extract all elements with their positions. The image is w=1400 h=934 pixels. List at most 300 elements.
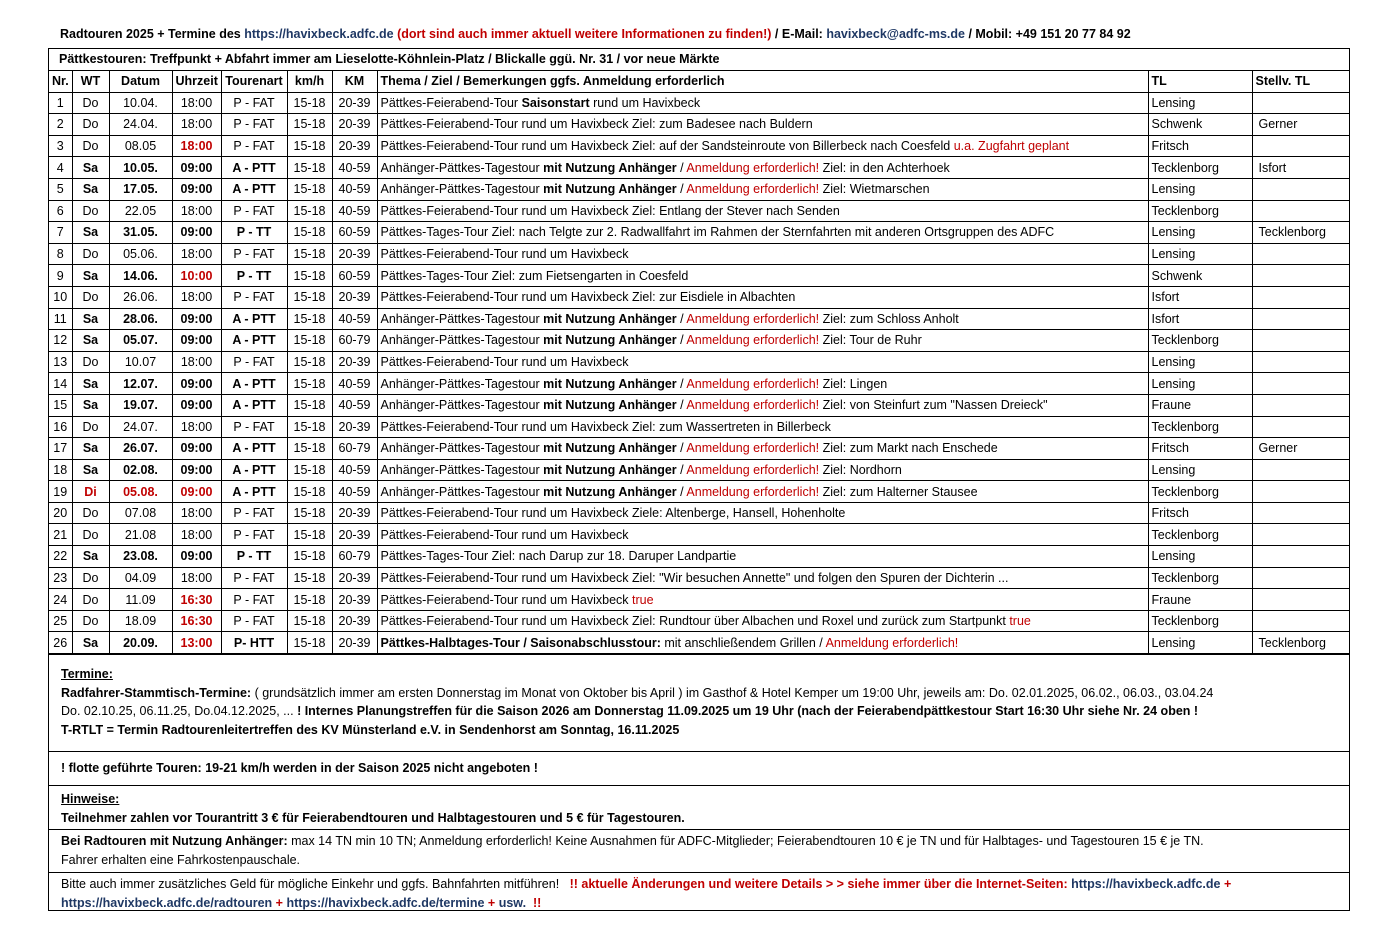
col-header-km: KM (332, 71, 377, 92)
cell-uhrzeit: 09:00 (172, 178, 221, 200)
cell-nr: 7 (49, 222, 72, 244)
cell-tl: Lensing (1148, 546, 1252, 568)
cell-km: 60-79 (332, 330, 377, 352)
cell-kmh: 15-18 (287, 502, 332, 524)
cell-tourenart: A - PTT (221, 459, 287, 481)
trailer-section (49, 829, 1349, 872)
cell-tourenart: A - PTT (221, 157, 287, 179)
cell-tl: Fritsch (1148, 135, 1252, 157)
cell-km: 20-39 (332, 524, 377, 546)
cell-stellv: Gerner (1252, 114, 1349, 136)
header-mobile: / Mobil: +49 151 20 77 84 92 (968, 27, 1131, 41)
cell-tourenart: P - FAT (221, 610, 287, 632)
cell-tl: Fritsch (1148, 502, 1252, 524)
cell-tl: Lensing (1148, 373, 1252, 395)
cell-km: 20-39 (332, 416, 377, 438)
cell-stellv (1252, 373, 1349, 395)
cell-uhrzeit: 18:00 (172, 92, 221, 114)
cell-wt: Sa (72, 459, 109, 481)
stammtisch-label: Radfahrer-Stammtisch-Termine: (61, 685, 252, 700)
table-row (49, 243, 1349, 265)
cell-datum: 05.08. (109, 481, 172, 503)
table-row (49, 459, 1349, 481)
header-title: Radtouren 2025 + Termine des (60, 27, 241, 41)
header-url-link[interactable]: https://havixbeck.adfc.de (244, 27, 394, 41)
cell-tourenart: P - FAT (221, 351, 287, 373)
thema-text: Pättkes-Halbtages-Tour / Saisonabschlusstour: (380, 635, 661, 650)
cell-datum: 17.05. (109, 178, 172, 200)
cell-thema (377, 610, 1148, 632)
cell-thema (377, 135, 1148, 157)
cell-tl: Tecklenborg (1148, 416, 1252, 438)
cell-stellv (1252, 524, 1349, 546)
cell-uhrzeit: 18:00 (172, 200, 221, 222)
cell-kmh: 15-18 (287, 481, 332, 503)
cell-uhrzeit: 09:00 (172, 481, 221, 503)
cell-km: 60-79 (332, 438, 377, 460)
thema-text: Anhänger-Pättkes-Tagestour (380, 333, 540, 348)
cell-tl: Lensing (1148, 92, 1252, 114)
header-email-label: / E-Mail: (774, 27, 823, 41)
cell-stellv: Gerner (1252, 438, 1349, 460)
table-row (49, 135, 1349, 157)
table-row (49, 524, 1349, 546)
cell-uhrzeit: 18:00 (172, 567, 221, 589)
thema-text: Anhänger-Pättkes-Tagestour (380, 462, 540, 477)
cell-datum: 26.07. (109, 438, 172, 460)
thema-text: Pättkes-Tages-Tour Ziel: zum Fietsengarten in Coesfeld (380, 268, 689, 283)
cell-stellv (1252, 502, 1349, 524)
train-note: true (1009, 614, 1031, 629)
cell-tl: Fritsch (1148, 438, 1252, 460)
thema-text: Pättkes-Feierabend-Tour rund um Havixbeck (380, 355, 629, 370)
cell-tourenart: P- HTT (221, 632, 287, 654)
cell-nr: 25 (49, 610, 72, 632)
cell-km: 40-59 (332, 308, 377, 330)
cell-datum: 10.07 (109, 351, 172, 373)
table-row (49, 589, 1349, 611)
registration-required-label: Anmeldung erforderlich! (686, 160, 820, 175)
cell-kmh: 15-18 (287, 330, 332, 352)
cell-datum: 05.06. (109, 243, 172, 265)
cell-tl: Tecklenborg (1148, 200, 1252, 222)
thema-text: Pättkes-Feierabend-Tour rund um Havixbeck (380, 290, 629, 305)
col-header-nr: Nr. (49, 71, 72, 92)
thema-text: mit anschließendem Grillen / (660, 635, 823, 650)
cell-tl: Lensing (1148, 243, 1252, 265)
cell-thema: Anhänger-Pättkes-Tagestour mit Nutzung Anhänger / Anmeldung erforderlich! Ziel: Nordhorn (377, 459, 1148, 481)
cell-tl: Isfort (1148, 308, 1252, 330)
cell-tl: Isfort (1148, 286, 1252, 308)
table-row (49, 308, 1349, 330)
cell-stellv (1252, 351, 1349, 373)
hinweise-title: Hinweise: (61, 792, 120, 807)
cell-uhrzeit: 09:00 (172, 438, 221, 460)
registration-required-label: Anmeldung erforderlich! (686, 311, 820, 326)
cell-uhrzeit: 18:00 (172, 114, 221, 136)
trailer-usage-label: mit Nutzung Anhänger (543, 398, 677, 413)
cell-wt: Sa (72, 394, 109, 416)
plus-sign: + (275, 895, 283, 910)
cell-tl: Fraune (1148, 589, 1252, 611)
thema-text: Ziel: "Wir besuchen Annette" und folgen den Spuren der Dichterin ... (628, 570, 1009, 585)
cell-nr: 3 (49, 135, 72, 157)
flotte-note: ! flotte geführte Touren: 19-21 km/h werden in der Saison 2025 nicht angeboten ! (49, 751, 1349, 785)
thema-text: Anhänger-Pättkes-Tagestour (380, 484, 540, 499)
cell-thema: Anhänger-Pättkes-Tagestour mit Nutzung Anhänger / Anmeldung erforderlich! Ziel: von Steinfurt zum "Nassen Dreieck" (377, 394, 1148, 416)
cell-nr: 11 (49, 308, 72, 330)
cell-kmh: 15-18 (287, 373, 332, 395)
plus-sign: + (487, 895, 496, 910)
cell-tourenart: P - TT (221, 222, 287, 244)
thema-text: Anhänger-Pättkes-Tagestour (380, 376, 540, 391)
cell-kmh: 15-18 (287, 92, 332, 114)
trailer-line-2: Fahrer erhalten eine Fahrkostenpauschale. (61, 852, 301, 867)
cell-tourenart: P - FAT (221, 243, 287, 265)
registration-required-label: Anmeldung erforderlich! (686, 376, 820, 391)
registration-required-label: Anmeldung erforderlich! (686, 462, 820, 477)
cell-stellv (1252, 135, 1349, 157)
thema-text: Pättkes-Feierabend-Tour rund um Havixbeck (380, 247, 629, 262)
cell-km: 20-39 (332, 632, 377, 654)
cell-nr: 26 (49, 632, 72, 654)
cell-wt: Sa (72, 308, 109, 330)
thema-text: Ziel: zum Wassertreten in Billerbeck (628, 419, 831, 434)
table-row (49, 632, 1349, 654)
table-row (49, 265, 1349, 287)
thema-text: Ziel: Nordhorn (822, 462, 902, 477)
cell-km: 40-59 (332, 200, 377, 222)
cell-kmh: 15-18 (287, 589, 332, 611)
cell-uhrzeit: 09:00 (172, 222, 221, 244)
cell-km: 20-39 (332, 610, 377, 632)
cell-uhrzeit: 16:30 (172, 589, 221, 611)
hinweise-section (49, 785, 1349, 829)
cell-thema: Anhänger-Pättkes-Tagestour mit Nutzung Anhänger / Anmeldung erforderlich! Ziel: in den Achterhoek (377, 157, 1148, 179)
cell-wt: Do (72, 92, 109, 114)
cell-tl: Lensing (1148, 459, 1252, 481)
cell-stellv (1252, 265, 1349, 287)
thema-text: Ziel: in den Achterhoek (822, 160, 950, 175)
registration-required-label: Anmeldung erforderlich! (686, 333, 820, 348)
cell-km: 20-39 (332, 567, 377, 589)
cell-kmh: 15-18 (287, 286, 332, 308)
cell-datum: 24.07. (109, 416, 172, 438)
thema-text: Pättkes-Feierabend-Tour rund um Havixbeck (380, 527, 629, 542)
links-line-2 (61, 894, 1337, 913)
cell-kmh: 15-18 (287, 114, 332, 136)
cell-kmh: 15-18 (287, 632, 332, 654)
cell-km: 20-39 (332, 286, 377, 308)
cell-km: 20-39 (332, 589, 377, 611)
header-note: (dort sind auch immer aktuell weitere Informationen zu finden!) (397, 27, 772, 41)
cell-tourenart: A - PTT (221, 373, 287, 395)
thema-text: Ziel: Entlang der Stever nach Senden (628, 203, 840, 218)
website-link[interactable]: https://havixbeck.adfc.de (1071, 877, 1221, 892)
cell-stellv: Tecklenborg (1252, 632, 1349, 654)
cell-datum: 21.08 (109, 524, 172, 546)
cell-km: 20-39 (332, 92, 377, 114)
cell-uhrzeit: 18:00 (172, 524, 221, 546)
col-header-uhrzeit: Uhrzeit (172, 71, 221, 92)
cell-km: 60-79 (332, 546, 377, 568)
table-row (49, 178, 1349, 200)
cell-tl: Tecklenborg (1148, 567, 1252, 589)
cell-wt: Sa (72, 178, 109, 200)
cell-datum: 10.05. (109, 157, 172, 179)
cell-uhrzeit: 13:00 (172, 632, 221, 654)
links-section (49, 872, 1349, 915)
cell-thema: Anhänger-Pättkes-Tagestour mit Nutzung Anhänger / Anmeldung erforderlich! Ziel: Tour de Ruhr (377, 330, 1148, 352)
cell-wt: Do (72, 610, 109, 632)
thema-text: Pättkes-Feierabend-Tour rund um Havixbeck (380, 203, 629, 218)
cell-datum: 22.05 (109, 200, 172, 222)
cell-datum: 19.07. (109, 394, 172, 416)
cell-thema (377, 286, 1148, 308)
planning-meeting-note: ! Internes Planungstreffen für die Saison 2026 am Donnerstag 11.09.2025 um 19 Uhr (nach der Feierabendpättkestour Start 16:30 Uhr siehe Nr. 24 oben ! (293, 704, 1199, 719)
cell-uhrzeit: 09:00 (172, 546, 221, 568)
cell-stellv (1252, 200, 1349, 222)
cell-tourenart: P - FAT (221, 567, 287, 589)
cell-thema (377, 416, 1148, 438)
col-header-tl: TL (1148, 71, 1252, 92)
thema-text: Anhänger-Pättkes-Tagestour (380, 182, 540, 197)
trailer-usage-label: mit Nutzung Anhänger (543, 441, 677, 456)
cell-datum: 05.07. (109, 330, 172, 352)
cell-wt: Do (72, 200, 109, 222)
cell-kmh: 15-18 (287, 394, 332, 416)
cell-thema (377, 243, 1148, 265)
col-header-thema: Thema / Ziel / Bemerkungen ggfs. Anmeldung erforderlich (377, 71, 1148, 92)
thema-text: Ziel: zum Markt nach Enschede (822, 441, 998, 456)
table-row (49, 502, 1349, 524)
cell-nr: 22 (49, 546, 72, 568)
cell-datum: 26.06. (109, 286, 172, 308)
cell-tourenart: A - PTT (221, 178, 287, 200)
table-row (49, 481, 1349, 503)
thema-text: Pättkes-Feierabend-Tour rund um Havixbeck (380, 614, 629, 629)
cell-kmh: 15-18 (287, 135, 332, 157)
thema-text: Ziel: von Steinfurt zum "Nassen Dreieck" (822, 398, 1048, 413)
cell-tl: Schwenk (1148, 114, 1252, 136)
thema-text: Pättkes-Feierabend-Tour rund um Havixbeck (380, 117, 629, 132)
thema-text: Ziel: zum Schloss Anholt (822, 311, 959, 326)
cell-datum: 31.05. (109, 222, 172, 244)
cell-datum: 07.08 (109, 502, 172, 524)
thema-text: Ziel: zum Badesee nach Buldern (628, 117, 813, 132)
cell-wt: Di (72, 481, 109, 503)
cell-tl: Tecklenborg (1148, 524, 1252, 546)
thema-text: Anhänger-Pättkes-Tagestour (380, 398, 540, 413)
cell-stellv (1252, 459, 1349, 481)
cell-tourenart: P - FAT (221, 135, 287, 157)
cell-tourenart: A - PTT (221, 308, 287, 330)
thema-text: Pättkes-Feierabend-Tour rund um Havixbeck (380, 419, 629, 434)
money-note: Bitte auch immer zusätzliches Geld für mögliche Einkehr und ggfs. Bahnfahrten mitführen! (61, 877, 560, 892)
cell-uhrzeit: 18:00 (172, 286, 221, 308)
cell-tourenart: P - FAT (221, 416, 287, 438)
cell-wt: Sa (72, 157, 109, 179)
termine-section (49, 654, 1349, 751)
thema-text: Ziel: zum Halterner Stausee (822, 484, 978, 499)
cell-km: 20-39 (332, 243, 377, 265)
cell-thema: Anhänger-Pättkes-Tagestour mit Nutzung Anhänger / Anmeldung erforderlich! Ziel: Lingen (377, 373, 1148, 395)
cell-km: 40-59 (332, 394, 377, 416)
termine-link[interactable]: https://havixbeck.adfc.de/termine (286, 895, 485, 910)
cell-nr: 4 (49, 157, 72, 179)
col-header-datum: Datum (109, 71, 172, 92)
table-row (49, 546, 1349, 568)
cell-datum: 24.04. (109, 114, 172, 136)
schedule-box (48, 48, 1350, 911)
table-row (49, 92, 1349, 114)
cell-nr: 15 (49, 394, 72, 416)
cell-wt: Do (72, 524, 109, 546)
cell-thema (377, 589, 1148, 611)
cell-tourenart: A - PTT (221, 481, 287, 503)
col-header-kmh: km/h (287, 71, 332, 92)
cell-wt: Sa (72, 546, 109, 568)
trailer-usage-label: mit Nutzung Anhänger (543, 376, 677, 391)
cell-km: 40-59 (332, 481, 377, 503)
cell-uhrzeit: 16:30 (172, 610, 221, 632)
thema-text: Anhänger-Pättkes-Tagestour (380, 160, 540, 175)
cell-tourenart: P - TT (221, 265, 287, 287)
cell-nr: 5 (49, 178, 72, 200)
cell-datum: 18.09 (109, 610, 172, 632)
fee-note: Teilnehmer zahlen vor Tourantritt 3 € für Feierabendtouren und Halbtagestouren und 5 € für Tagestouren. (61, 810, 685, 825)
cell-wt: Sa (72, 632, 109, 654)
col-header-tourenart: Tourenart (221, 71, 287, 92)
cell-nr: 1 (49, 92, 72, 114)
table-row (49, 200, 1349, 222)
cell-nr: 23 (49, 567, 72, 589)
radtouren-link[interactable]: https://havixbeck.adfc.de/radtouren (61, 895, 273, 910)
cell-stellv (1252, 567, 1349, 589)
cell-stellv (1252, 416, 1349, 438)
cell-kmh: 15-18 (287, 438, 332, 460)
table-row (49, 114, 1349, 136)
cell-stellv (1252, 178, 1349, 200)
cell-nr: 24 (49, 589, 72, 611)
cell-wt: Do (72, 502, 109, 524)
meeting-point-subheader: Pättkestouren: Treffpunkt + Abfahrt immer am Lieselotte-Köhnlein-Platz / Blickalle ggü. Nr. 31 / vor neue Märkte (49, 49, 1349, 71)
trailer-usage-label: mit Nutzung Anhänger (543, 311, 677, 326)
cell-km: 60-59 (332, 265, 377, 287)
cell-stellv (1252, 610, 1349, 632)
termine-title: Termine: (61, 667, 113, 682)
cell-uhrzeit: 09:00 (172, 330, 221, 352)
cell-tourenart: P - FAT (221, 589, 287, 611)
cell-nr: 14 (49, 373, 72, 395)
cell-kmh: 15-18 (287, 265, 332, 287)
thema-text: Ziel: Rundtour über Albachen und Roxel und zurück zum Startpunkt (628, 614, 1006, 629)
cell-nr: 9 (49, 265, 72, 287)
cell-uhrzeit: 09:00 (172, 394, 221, 416)
thema-text: Ziel: Wietmarschen (822, 182, 930, 197)
cell-thema (377, 502, 1148, 524)
table-row (49, 330, 1349, 352)
trailer-usage-label: mit Nutzung Anhänger (543, 484, 677, 499)
trailer-line-1 (61, 832, 1337, 851)
stammtisch-line (61, 684, 1337, 703)
tour-table-body (49, 92, 1349, 653)
cell-wt: Do (72, 286, 109, 308)
cell-tl: Tecklenborg (1148, 330, 1252, 352)
cell-datum: 02.08. (109, 459, 172, 481)
cell-wt: Do (72, 589, 109, 611)
thema-text: Ziel: Tour de Ruhr (822, 333, 922, 348)
cell-datum: 10.04. (109, 92, 172, 114)
trailer-text: max 14 TN min 10 TN; Anmeldung erforderlich! Keine Ausnahmen für ADFC-Mitglieder; Feierabendtouren 10 € je TN und für Halbtages- und Tagestouren 15 € je TN. (287, 834, 1204, 849)
thema-text: rund um Havixbeck (589, 95, 701, 110)
header-email-link[interactable]: havixbeck@adfc-ms.de (826, 27, 965, 41)
cell-uhrzeit: 18:00 (172, 351, 221, 373)
cell-kmh: 15-18 (287, 351, 332, 373)
cell-tourenart: A - PTT (221, 438, 287, 460)
exclamation: !! (533, 895, 542, 910)
cell-tourenart: A - PTT (221, 394, 287, 416)
cell-datum: 04.09 (109, 567, 172, 589)
rtlt-line: T-RTLT = Termin Radtourenleitertreffen des KV Münsterland e.V. in Sendenhorst am Sonntag, 16.11.2025 (61, 722, 680, 737)
cell-tl: Tecklenborg (1148, 157, 1252, 179)
cell-tl: Lensing (1148, 178, 1252, 200)
cell-nr: 8 (49, 243, 72, 265)
registration-required-label: Anmeldung erforderlich! (686, 441, 820, 456)
trailer-label: Bei Radtouren mit Nutzung Anhänger: (61, 834, 288, 849)
cell-uhrzeit: 09:00 (172, 157, 221, 179)
thema-text: Pättkes-Feierabend-Tour rund um Havixbeck (380, 139, 629, 154)
table-row (49, 222, 1349, 244)
cell-wt: Sa (72, 330, 109, 352)
cell-thema: Anhänger-Pättkes-Tagestour mit Nutzung Anhänger / Anmeldung erforderlich! Ziel: zum Markt nach Enschede (377, 438, 1148, 460)
cell-kmh: 15-18 (287, 524, 332, 546)
cell-tourenart: P - FAT (221, 286, 287, 308)
table-row (49, 416, 1349, 438)
cell-datum: 14.06. (109, 265, 172, 287)
cell-tl: Tecklenborg (1148, 481, 1252, 503)
cell-stellv (1252, 589, 1349, 611)
cell-nr: 17 (49, 438, 72, 460)
cell-uhrzeit: 09:00 (172, 459, 221, 481)
termine-line-2 (61, 702, 1337, 721)
thema-text: Pättkes-Tages-Tour Ziel: nach Darup zur 18. Daruper Landpartie (380, 549, 737, 564)
tour-table (49, 71, 1349, 654)
cell-thema (377, 92, 1148, 114)
cell-uhrzeit: 18:00 (172, 502, 221, 524)
cell-thema (377, 200, 1148, 222)
cell-km: 40-59 (332, 157, 377, 179)
cell-stellv (1252, 286, 1349, 308)
thema-text: Anhänger-Pättkes-Tagestour (380, 441, 540, 456)
cell-km: 40-59 (332, 459, 377, 481)
cell-thema: Anhänger-Pättkes-Tagestour mit Nutzung Anhänger / Anmeldung erforderlich! Ziel: zum Halterner Stausee (377, 481, 1148, 503)
cell-nr: 6 (49, 200, 72, 222)
cell-kmh: 15-18 (287, 567, 332, 589)
cell-tourenart: P - FAT (221, 114, 287, 136)
cell-km: 20-39 (332, 114, 377, 136)
cell-tourenart: P - FAT (221, 200, 287, 222)
registration-required-label: Anmeldung erforderlich! (686, 484, 820, 499)
cell-nr: 13 (49, 351, 72, 373)
page-header (60, 27, 1131, 41)
cell-thema: Anhänger-Pättkes-Tagestour mit Nutzung Anhänger / Anmeldung erforderlich! Ziel: zum Schloss Anholt (377, 308, 1148, 330)
cell-stellv (1252, 394, 1349, 416)
cell-km: 20-39 (332, 135, 377, 157)
cell-kmh: 15-18 (287, 243, 332, 265)
cell-tourenart: A - PTT (221, 330, 287, 352)
cell-thema (377, 222, 1148, 244)
